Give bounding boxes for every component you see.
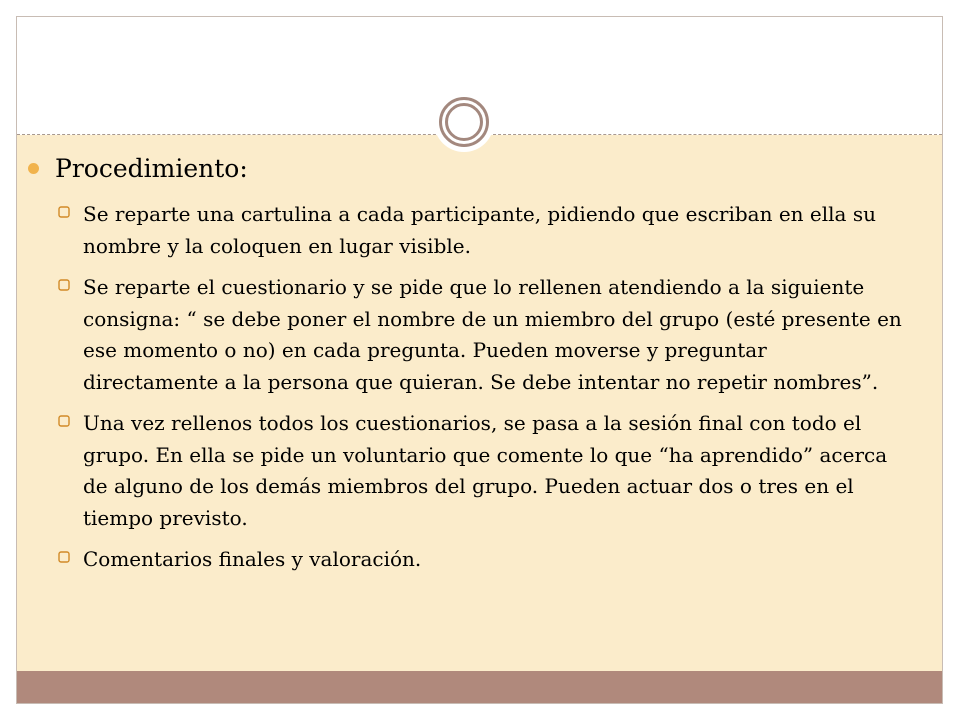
list-item-text: Se reparte una cartulina a cada participante, pidiendo que escriban en ella su nombre y la coloquen en lugar visible. — [83, 202, 876, 258]
list-item — [58, 272, 908, 398]
list-item-text: Se reparte el cuestionario y se pide que lo rellenen atendiendo a la siguiente consigna: “ se debe poner el nombre de un miembro del grupo (esté presente en ese momento o no) en cada pregunta. Pueden moverse y preguntar directamente a la persona que quieran. Se debe intentar no repetir nombres”. — [83, 275, 902, 394]
slide-heading: Procedimiento: — [55, 154, 248, 183]
square-outline-bullet-icon — [58, 206, 70, 218]
square-outline-bullet-icon — [58, 279, 70, 291]
list-item — [58, 544, 908, 576]
footer-band — [17, 671, 942, 704]
list-item-text: Una vez rellenos todos los cuestionarios, se pasa a la sesión final con todo el grupo. En ella se pide un voluntario que comente lo que “ha aprendido” acerca de alguno de los demás miembros del grupo. Pueden actuar dos o tres en el tiempo previsto. — [83, 411, 888, 530]
square-outline-bullet-icon — [58, 551, 70, 563]
square-outline-bullet-icon — [58, 415, 70, 427]
heading-row — [28, 154, 248, 183]
procedure-list — [58, 199, 908, 586]
inner-ring-icon — [445, 103, 483, 141]
filled-circle-bullet-icon — [28, 163, 39, 174]
list-item — [58, 199, 908, 262]
list-item-text: Comentarios finales y valoración. — [83, 547, 422, 571]
list-item — [58, 408, 908, 534]
